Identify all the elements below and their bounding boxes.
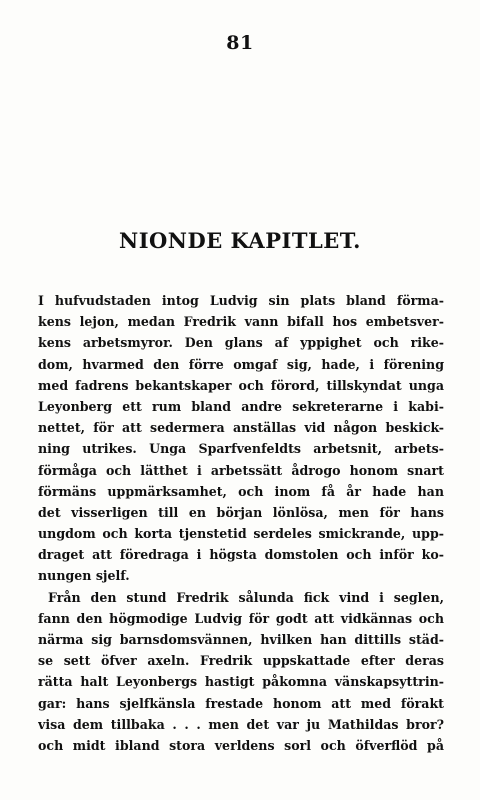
text-line: dom, hvarmed den förre omgaf sig, hade, i förening (38, 356, 444, 372)
text-line: kens lejon, medan Fredrik vann bifall hos embetsver- (38, 314, 444, 330)
page-number: 81 (226, 32, 254, 54)
text-line: det visserligen till en början lönlösa, men för hans (38, 504, 444, 520)
text-line: nettet, för att sedermera anställas vid någon beskick- (38, 420, 444, 436)
text-line: och midt ibland stora verldens sorl och öfverflöd på (38, 737, 444, 753)
text-line: rätta halt Leyonbergs hastigt påkomna vänskapsyttrin- (38, 674, 444, 690)
text-line: visa dem tillbaka . . . men det var ju Mathildas bror? (38, 716, 444, 732)
body-text (38, 290, 444, 756)
text-line: närma sig barnsdomsvännen, hvilken han dittills städ- (38, 632, 444, 647)
text-line: förmåga och lätthet i arbetssätt ådrogo honom snart (38, 462, 444, 478)
chapter-title: NIONDE KAPITLET. (119, 228, 361, 253)
text-line: ungdom och korta tjenstetid serdeles smickrande, upp- (38, 526, 444, 542)
text-line: draget att föredraga i högsta domstolen och inför ko- (38, 547, 444, 563)
text-line: med fadrens bekantskaper och förord, tillskyndat unga (38, 377, 444, 393)
text-line: ning utrikes. Unga Sparfvenfeldts arbetsnit, arbets- (38, 441, 444, 457)
text-line: gar: hans sjelfkänsla frestade honom att med förakt (38, 695, 444, 711)
text-line: I hufvudstaden intog Ludvig sin plats bland förma- (38, 293, 444, 308)
text-line: kens arbetsmyror. Den glans af yppighet och rike- (38, 335, 444, 351)
text-line: se sett öfver axeln. Fredrik uppskattade efter deras (38, 653, 444, 669)
text-line: Från den stund Fredrik sålunda fick vind i seglen, (48, 589, 444, 605)
text-line: fann den högmodige Ludvig för godt att vidkännas och (38, 610, 444, 626)
text-line: Leyonberg ett rum bland andre sekreterarne i kabi- (38, 398, 444, 414)
text-line: nungen sjelf. (38, 568, 130, 584)
text-line: förmäns uppmärksamhet, och inom få år hade han (38, 483, 444, 499)
